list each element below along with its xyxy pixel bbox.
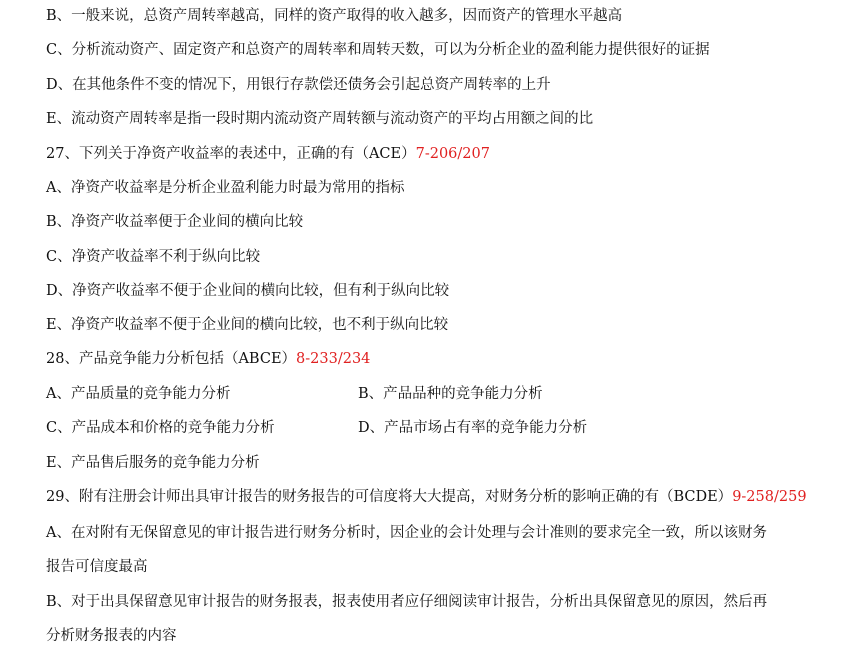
q29-option-b-line1: B、对于出具保留意见审计报告的财务报表，报表使用者应仔细阅读审计报告，分析出具保留意见的原因，然后再	[46, 594, 768, 610]
option-e-prev: E、流动资产周转率是指一段时期内流动资产周转额与流动资产的平均占用额之间的比	[46, 111, 594, 127]
q27-option-e: E、净资产收益率不便于企业间的横向比较，也不利于纵向比较	[46, 317, 449, 333]
q28-option-d: D、产品市场占有率的竞争能力分析	[358, 420, 588, 436]
question-28-text: 28、产品竞争能力分析包括（ABCE）	[46, 351, 297, 367]
q28-option-c: C、产品成本和价格的竞争能力分析	[46, 420, 275, 436]
q29-option-a-line2: 报告可信度最高	[46, 559, 148, 575]
q29-option-a-line1: A、在对附有无保留意见的审计报告进行财务分析时，因企业的会计处理与会计准则的要求完全一致，所以该财务	[46, 525, 767, 541]
question-28-ref: 8-233/234	[296, 351, 371, 367]
q27-option-d: D、净资产收益率不便于企业间的横向比较，但有利于纵向比较	[46, 283, 450, 299]
question-29-text: 29、附有注册会计师出具审计报告的财务报告的可信度将大大提高，对财务分析的影响正确的有（BCDE）	[46, 489, 733, 505]
question-29-ref: 9-258/259	[732, 489, 807, 505]
question-27	[46, 144, 490, 164]
option-d-prev: D、在其他条件不变的情况下，用银行存款偿还债务会引起总资产周转率的上升	[46, 77, 551, 93]
q29-option-b-line2: 分析财务报表的内容	[46, 628, 177, 644]
question-27-ref: 7-206/207	[415, 146, 490, 162]
q28-option-a: A、产品质量的竞争能力分析	[46, 386, 231, 402]
q27-option-b: B、净资产收益率便于企业间的横向比较	[46, 214, 304, 230]
option-c-prev: C、分析流动资产、固定资产和总资产的周转率和周转天数，可以为分析企业的盈利能力提供很好的证据	[46, 42, 710, 58]
q28-option-b: B、产品品种的竞争能力分析	[358, 386, 543, 402]
question-29	[46, 487, 807, 507]
question-28	[46, 349, 370, 369]
q27-option-a: A、净资产收益率是分析企业盈利能力时最为常用的指标	[46, 180, 405, 196]
option-b-prev: B、一般来说，总资产周转率越高，同样的资产取得的收入越多，因而资产的管理水平越高	[46, 8, 623, 24]
q27-option-c: C、净资产收益率不利于纵向比较	[46, 249, 261, 265]
question-27-text: 27、下列关于净资产收益率的表述中，正确的有（ACE）	[46, 146, 416, 162]
q28-option-e: E、产品售后服务的竞争能力分析	[46, 455, 260, 471]
